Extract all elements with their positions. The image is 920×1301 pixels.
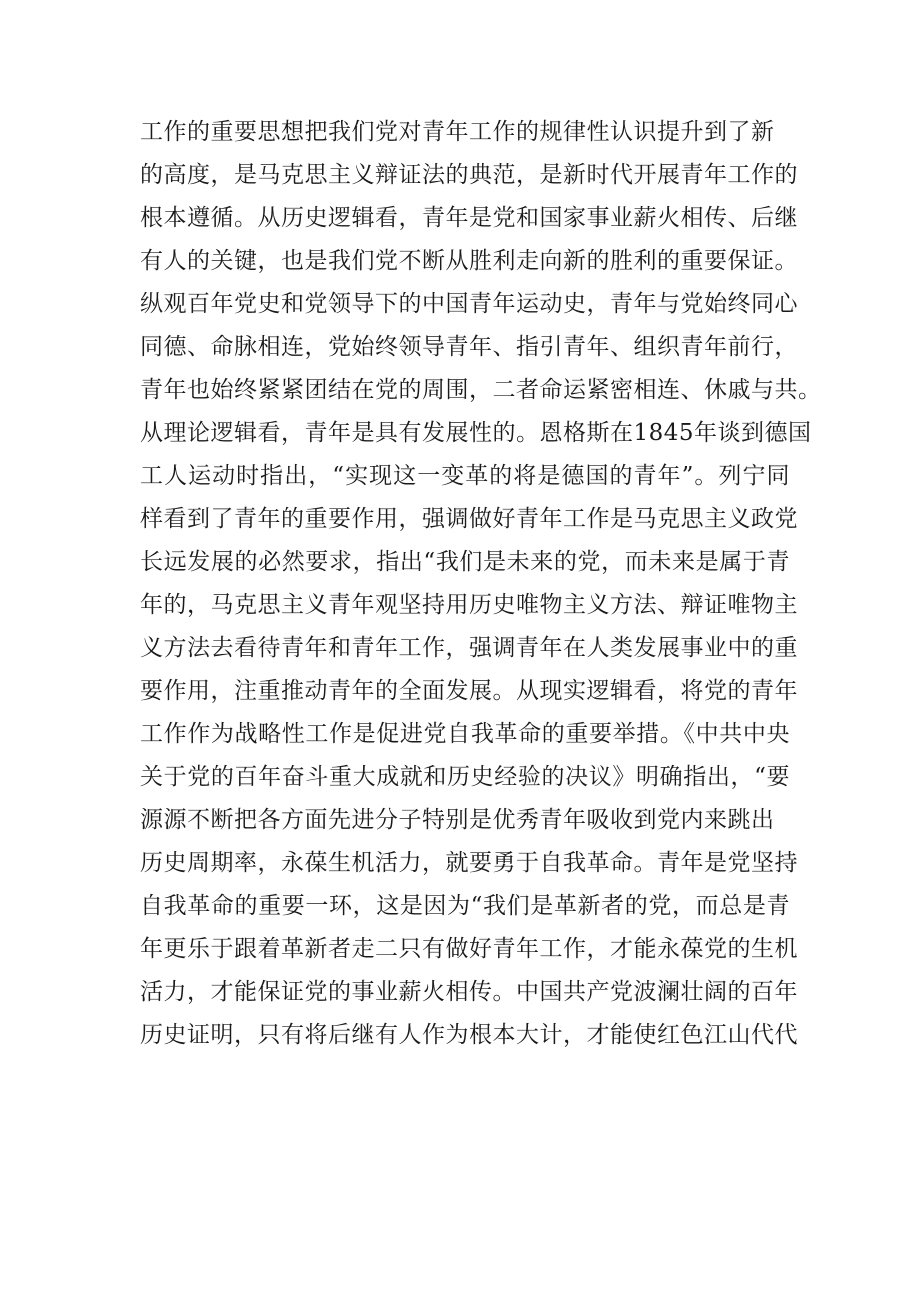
text-line: 纵观百年党史和党领导下的中国青年运动史，青年与党始终同心 [140,291,798,317]
text-line: 历史周期率，永葆生机活力，就要勇于自我革命。青年是党坚持 [140,850,798,876]
text-line: 青年也始终紧紧团结在党的周围，二者命运紧密相连、休戚与共。 [140,377,822,403]
text-line: 从理论逻辑看，青年是具有发展性的。恩格斯在1845年谈到德国 [140,420,812,446]
text-line: 工人运动时指出，“实现这一变革的将是德国的青年”。列宁同 [140,463,790,489]
text-line: 有人的关键，也是我们党不断从胜利走向新的胜利的重要保证。 [140,248,798,274]
text-line: 工作作为战略性工作是促进党自我革命的重要举措。《中共中央 [140,721,790,747]
text-line: 年更乐于跟着革新者走二只有做好青年工作，才能永葆党的生机 [140,936,798,962]
text-line: 自我革命的重要一环，这是因为“我们是革新者的党，而总是青 [140,893,790,919]
text-line: 要作用，注重推动青年的全面发展。从现实逻辑看，将党的青年 [140,678,798,704]
text-line: 工作的重要思想把我们党对青年工作的规律性认识提升到了新 [140,119,775,145]
text-line: 历史证明，只有将后继有人作为根本大计，才能使红色江山代代 [140,1022,798,1048]
text-line: 年的，马克思主义青年观坚持用历史唯物主义方法、辩证唯物主 [140,592,798,618]
text-line: 的高度，是马克思主义辩证法的典范，是新时代开展青年工作的 [140,162,798,188]
text-line: 同德、命脉相连，党始终领导青年、指引青年、组织青年前行， [140,334,798,360]
text-line: 关于党的百年奋斗重大成就和历史经验的决议》明确指出，“要 [140,764,790,790]
text-line: 活力，才能保证党的事业薪火相传。中国共产党波澜壮阔的百年 [140,979,798,1005]
text-line: 长远发展的必然要求，指出“我们是未来的党，而未来是属于青 [140,549,790,575]
body-text [140,111,822,1057]
text-line: 义方法去看待青年和青年工作，强调青年在人类发展事业中的重 [140,635,798,661]
text-line: 源源不断把各方面先进分子特别是优秀青年吸收到党内来跳出 [140,807,775,833]
text-line: 根本遵循。从历史逻辑看，青年是党和国家事业薪火相传、后继 [140,205,798,231]
text-line: 样看到了青年的重要作用，强调做好青年工作是马克思主义政党 [140,506,798,532]
